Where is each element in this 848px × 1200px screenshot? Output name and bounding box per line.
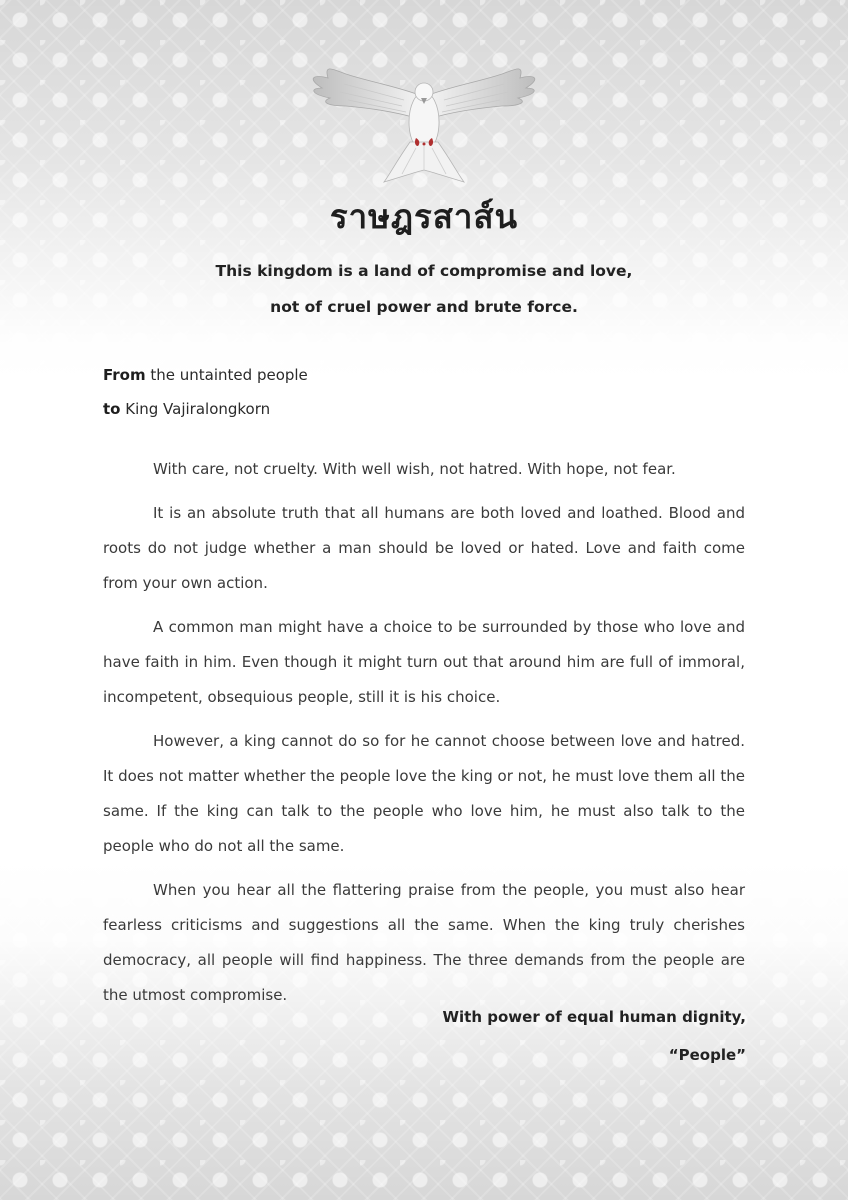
to-label: to: [103, 400, 121, 418]
paragraph: It is an absolute truth that all humans are both loved and loathed. Blood and roots do not judge whether a man should be loved or hated. Love and faith come from your own action.: [103, 504, 745, 592]
signature-people: “People”: [668, 1046, 746, 1064]
from-line: [103, 366, 308, 384]
dove-icon: [284, 34, 564, 184]
from-label: From: [103, 366, 146, 384]
to-line: [103, 400, 270, 418]
title-thai: ราษฎรสาส์น: [329, 197, 519, 236]
from-text: the untainted people: [145, 366, 308, 384]
subtitle-line-2: not of cruel power and brute force.: [270, 298, 578, 316]
signature-line-1: With power of equal human dignity,: [442, 1008, 746, 1026]
paragraph: With care, not cruelty. With well wish, not hatred. With hope, not fear.: [153, 460, 676, 478]
paragraph: When you hear all the flattering praise from the people, you must also hear fearless criticisms and suggestions all the same. When the king truly cherishes democracy, all people will find happiness. The three demands from the people are the utmost compromise.: [103, 881, 745, 1004]
letter-body: [103, 452, 745, 1022]
paragraph: However, a king cannot do so for he cannot choose between love and hatred. It does not matter whether the people love the king or not, he must love them all the same. If the king can talk to the people who love him, he must also talk to the people who do not all the same.: [103, 732, 745, 855]
to-text: King Vajiralongkorn: [120, 400, 271, 418]
subtitle-line-1: This kingdom is a land of compromise and love,: [215, 262, 633, 280]
paragraph: A common man might have a choice to be surrounded by those who love and have faith in him. Even though it might turn out that around him are full of immoral, incompetent, obsequious people, still it is his choice.: [103, 618, 745, 706]
